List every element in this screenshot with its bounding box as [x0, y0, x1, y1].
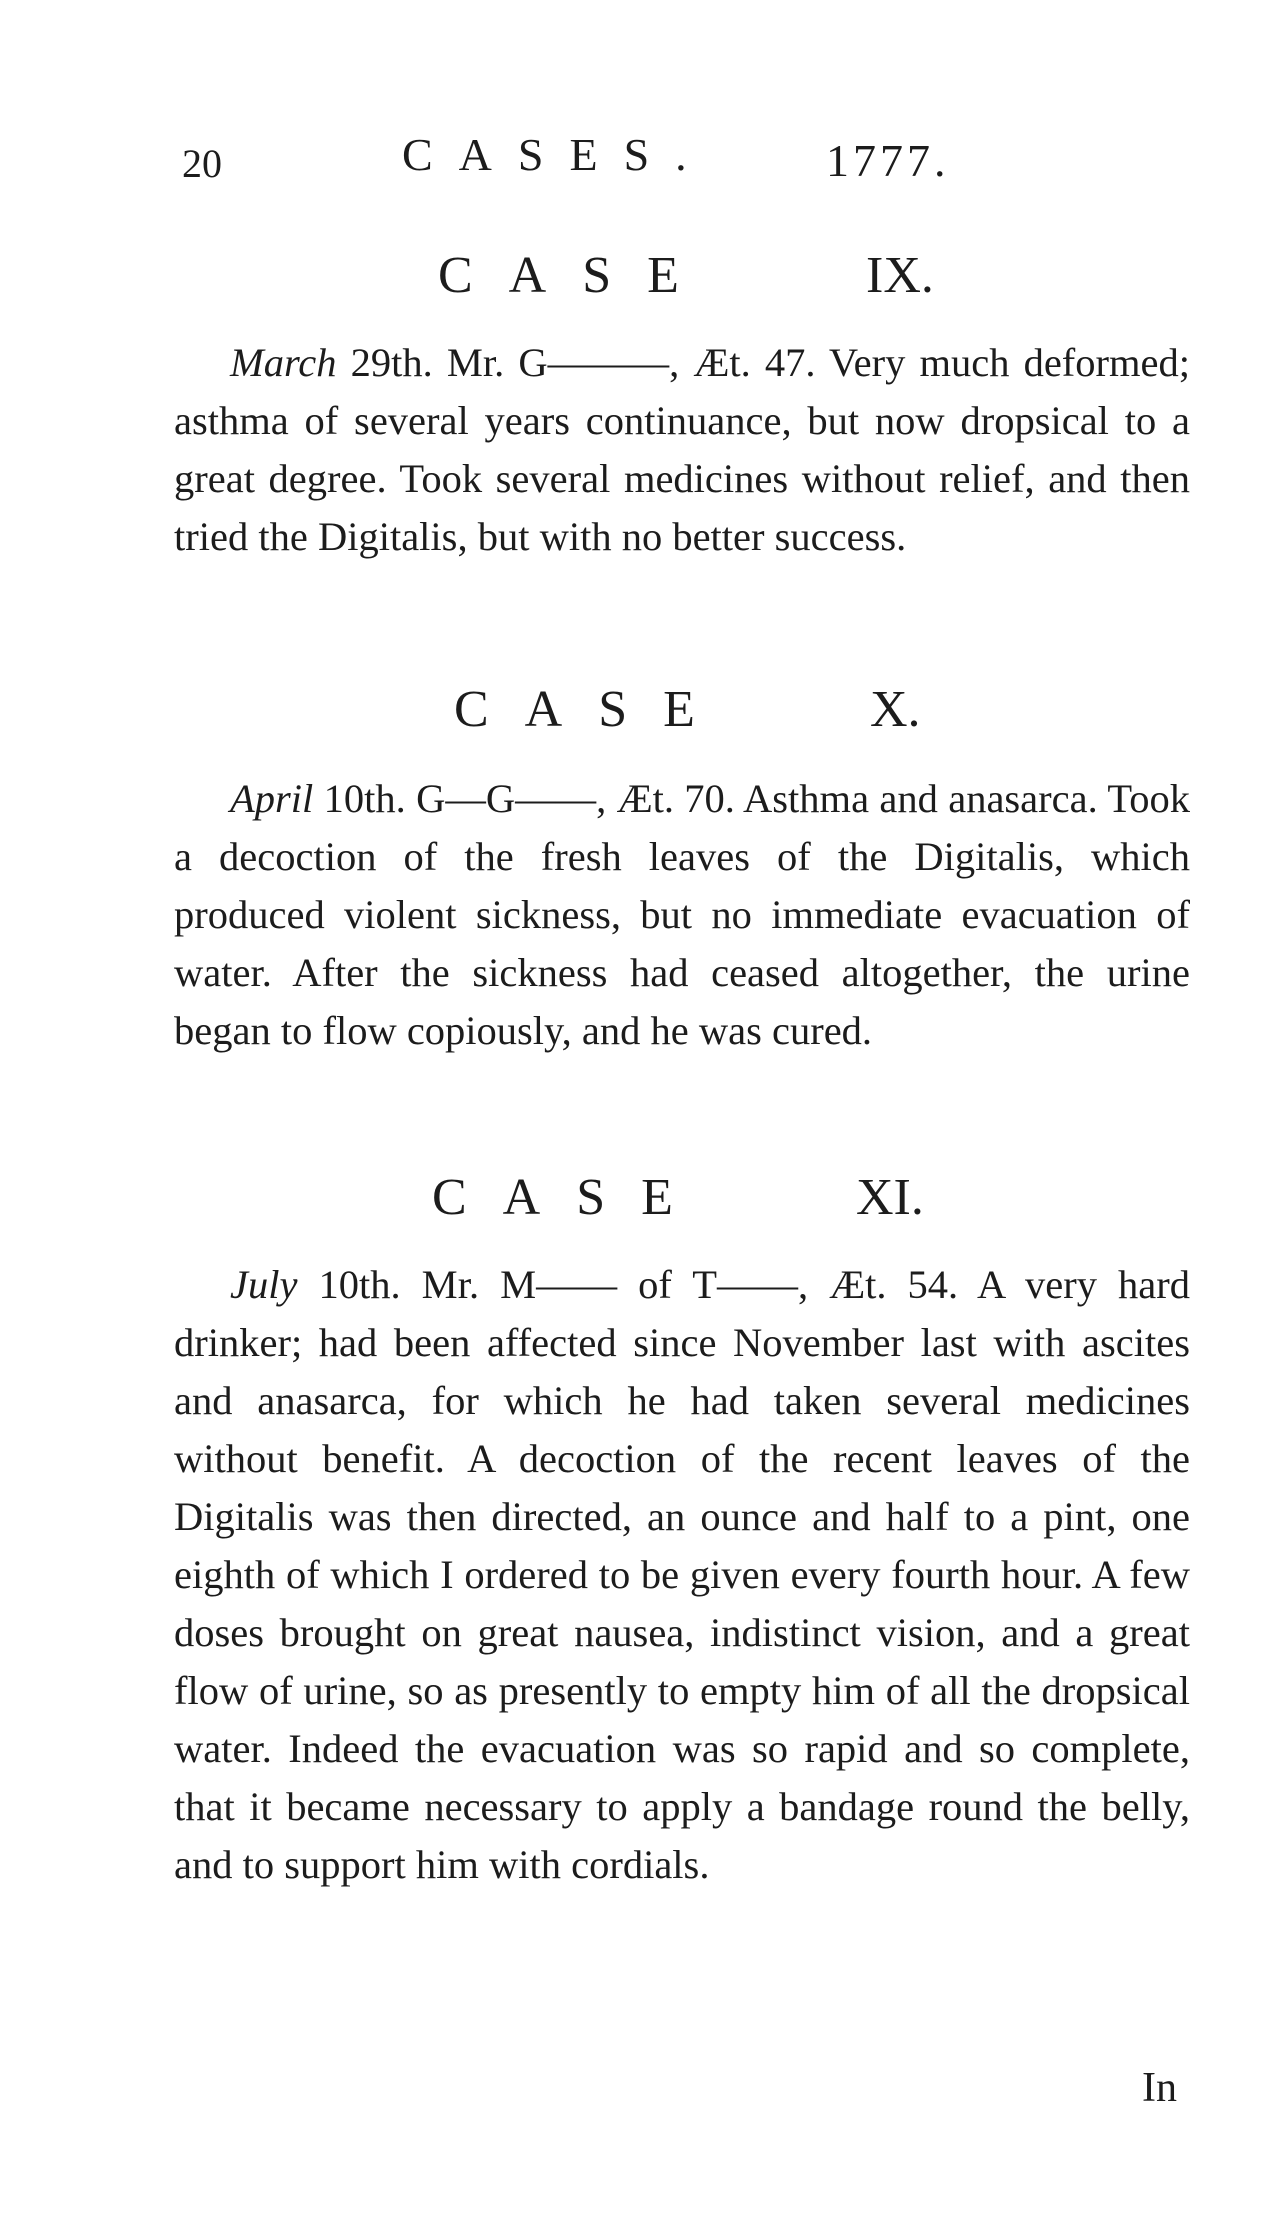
case-date-word: April	[230, 776, 314, 821]
case-heading-x	[0, 680, 1264, 750]
case-heading-ix	[0, 246, 1264, 316]
page-number: 20	[182, 141, 222, 186]
case-text: 10th. Mr. M—— of T——, Æt. 54. A very hard drinker; had been affected since November last with ascites and anasarca, for which he had taken several medicines without benefit. A decoction of the recent leaves of the Digitalis was then directed, an ounce and half to a pint, one eighth of which I ordered to be given every fourth hour. A few doses brought on great nausea, indistinct vision, and a great flow of urine, so as presently to empty him of all the dropsical water. Indeed the evacuation was so rapid and so complete, that it became necessary to apply a bandage round the belly, and to support him with cordials.	[174, 1262, 1190, 1887]
catchword: In	[1142, 2065, 1177, 2111]
case-date-word: March	[230, 340, 337, 385]
running-head	[182, 128, 1002, 188]
case-heading-word: CASE	[438, 247, 715, 304]
case-date-word: July	[230, 1262, 298, 1307]
case-heading-xi	[0, 1168, 1264, 1238]
case-heading-numeral: IX.	[866, 247, 934, 304]
case-heading-numeral: X.	[870, 681, 921, 738]
case-heading-word: CASE	[432, 1169, 709, 1226]
running-head-title: CASES.	[402, 129, 713, 180]
running-head-year: 1777.	[826, 135, 950, 186]
case-xi-paragraph	[174, 1256, 1190, 1894]
case-text: 29th. Mr. G———, Æt. 47. Very much deformed; asthma of several years continuance, but now dropsical to a great degree. Took several medicines without relief, and then tried the Digitalis, but with no better success.	[174, 340, 1190, 559]
case-x-paragraph	[174, 770, 1190, 1060]
case-heading-word: CASE	[454, 681, 731, 738]
case-heading-numeral: XI.	[856, 1169, 924, 1226]
case-ix-paragraph	[174, 334, 1190, 566]
case-text: 10th. G—G——, Æt. 70. Asthma and anasarca. Took a decoction of the fresh leaves of the Digitalis, which produced violent sickness, but no immediate evacuation of water. After the sickness had ceased altogether, the urine began to flow copiously, and he was cured.	[174, 776, 1190, 1053]
